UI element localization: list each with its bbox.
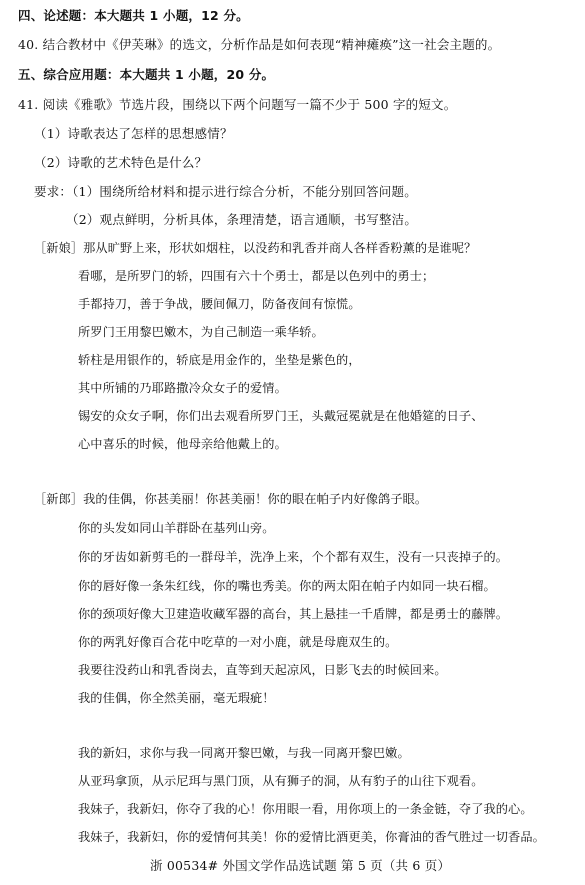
poem-line: 我妹子，我新妇，你的爱情何其美！你的爱情比酒更美，你膏油的香气胜过一切香品。 [78, 830, 545, 844]
poem-line: 我要往没药山和乳香岗去，直等到天起凉风，日影飞去的时候回来。 [78, 663, 447, 677]
poem-line: ［新娘］那从旷野上来，形状如烟柱，以没药和乳香并商人各样香粉薰的是谁呢？ [34, 241, 477, 255]
poem-line: 看哪，是所罗门的轿，四围有六十个勇士，都是以色列中的勇士； [78, 269, 435, 283]
poem-line: 锡安的众女子啊，你们出去观看所罗门王，头戴冠冕就是在他婚筵的日子、 [78, 409, 484, 423]
sub-question-1: （1）诗歌表达了怎样的思想感情？ [34, 126, 233, 141]
poem-line: 心中喜乐的时候，他母亲给他戴上的。 [78, 437, 287, 451]
poem-line: 你的两乳好像百合花中吃草的一对小鹿，就是母鹿双生的。 [78, 635, 398, 649]
poem-line: 所罗门王用黎巴嫩木，为自己制造一乘华轿。 [78, 325, 324, 339]
poem-line: 轿柱是用银作的，轿底是用金作的，坐垫是紫色的， [78, 353, 361, 367]
section-five-heading: 五、综合应用题：本大题共 1 小题，20 分。 [18, 67, 275, 82]
poem-line: 你的头发如同山羊群卧在基列山旁。 [78, 521, 275, 535]
poem-line: 手都持刀，善于争战，腰间佩刀，防备夜间有惊慌。 [78, 297, 361, 311]
poem-line: 我的佳偶，你全然美丽，毫无瑕疵！ [78, 691, 275, 705]
poem-line: 你的牙齿如新剪毛的一群母羊，洗净上来，个个都有双生，没有一只丧掉子的。 [78, 550, 509, 564]
poem-line: ［新郎］我的佳偶，你甚美丽！你甚美丽！你的眼在帕子内好像鸽子眼。 [34, 492, 428, 506]
poem-line: 从亚玛拿顶，从示尼珥与黑门顶，从有狮子的洞，从有豹子的山往下观看。 [78, 774, 484, 788]
question-41: 41. 阅读《雅歌》节选片段，围绕以下两个问题写一篇不少于 500 字的短文。 [18, 97, 457, 112]
poem-line: 你的颈项好像大卫建造收藏军器的高台，其上悬挂一千盾牌，都是勇士的藤牌。 [78, 607, 509, 621]
question-40: 40. 结合教材中《伊芙琳》的选文，分析作品是如何表现“精神瘫痪”这一社会主题的。 [18, 37, 501, 52]
poem-line: 我妹子，我新妇，你夺了我的心！你用眼一看，用你项上的一条金链，夺了我的心。 [78, 802, 533, 816]
poem-line: 我的新妇，求你与我一同离开黎巴嫩，与我一同离开黎巴嫩。 [78, 746, 410, 760]
poem-line: 你的唇好像一条朱红线，你的嘴也秀美。你的两太阳在帕子内如同一块石榴。 [78, 579, 496, 593]
sub-question-2: （2）诗歌的艺术特色是什么？ [34, 155, 208, 170]
requirement-1: 要求：（1）围绕所给材料和提示进行综合分析，不能分别回答问题。 [34, 184, 417, 199]
page-footer: 浙 00534# 外国文学作品选试题 第 5 页（共 6 页） [150, 858, 451, 873]
poem-line: 其中所铺的乃耶路撒冷众女子的爱情。 [78, 381, 287, 395]
requirement-2: （2）观点鲜明，分析具体，条理清楚，语言通顺，书写整洁。 [66, 212, 418, 227]
section-four-heading: 四、论述题：本大题共 1 小题，12 分。 [18, 8, 249, 23]
